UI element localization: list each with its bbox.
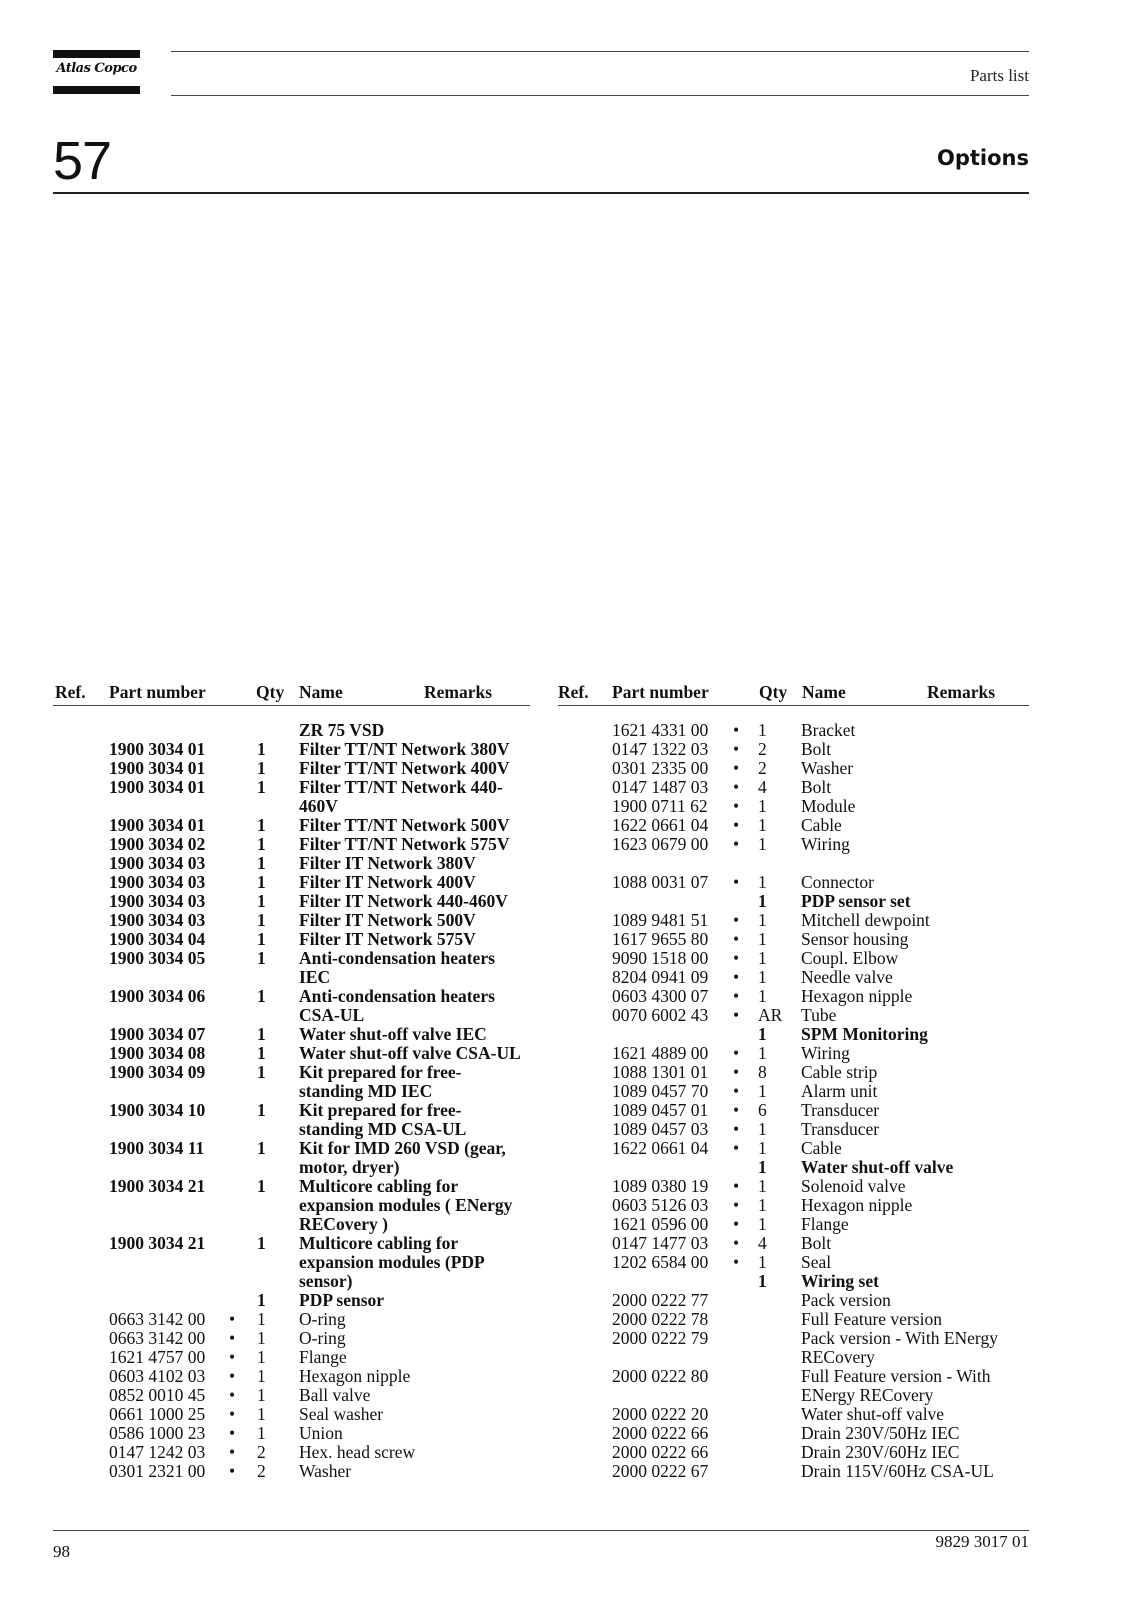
qty-cell: 1 [758, 1043, 767, 1063]
name-cell: RECovery [801, 1347, 875, 1367]
part-number-cell: 1621 0596 00 [612, 1214, 709, 1234]
name-cell: Filter TT/NT Network 380V [299, 739, 510, 759]
table-row [0, 930, 1131, 949]
part-number-cell: 1089 0457 70 [612, 1081, 709, 1101]
part-number-cell: 0301 2321 00 [109, 1461, 206, 1481]
table-row [0, 835, 1131, 854]
name-cell: 460V [299, 796, 338, 816]
name-cell: Filter TT/NT Network 575V [299, 834, 510, 854]
name-cell: Alarm unit [801, 1081, 878, 1101]
name-cell: Wiring set [801, 1271, 879, 1291]
name-cell: Bolt [801, 1233, 832, 1253]
table-row [0, 854, 1131, 873]
qty-cell: 1 [758, 967, 767, 987]
part-number-cell: 1900 3034 21 [109, 1233, 206, 1253]
part-number-cell: 0301 2335 00 [612, 758, 709, 778]
footer-rule [53, 1530, 1029, 1531]
table-row [0, 911, 1131, 930]
part-number-cell: 1089 0457 03 [612, 1119, 709, 1139]
bullet-cell: • [733, 1138, 740, 1158]
part-number-cell: 1088 0031 07 [612, 872, 709, 892]
table-row [0, 987, 1131, 1006]
name-cell: Anti-condensation heaters [299, 986, 495, 1006]
table-row [0, 1310, 1131, 1329]
name-cell: Drain 230V/60Hz IEC [801, 1442, 960, 1462]
name-cell: Full Feature version - With [801, 1366, 991, 1386]
part-number-cell: 1617 9655 80 [612, 929, 709, 949]
part-number-cell: 0661 1000 25 [109, 1404, 206, 1424]
part-number-cell: 0663 3142 00 [109, 1328, 206, 1348]
col-ref: Ref. [558, 682, 589, 702]
qty-cell: 1 [758, 1214, 767, 1234]
qty-cell: 1 [257, 1062, 266, 1082]
bullet-cell: • [733, 834, 740, 854]
qty-cell: 1 [758, 1252, 767, 1272]
part-number-cell: 0603 5126 03 [612, 1195, 709, 1215]
name-cell: Wiring [801, 1043, 850, 1063]
name-cell: O-ring [299, 1328, 346, 1348]
table-row [0, 873, 1131, 892]
qty-cell: AR [758, 1005, 783, 1025]
table-row [0, 1348, 1131, 1367]
bullet-cell: • [733, 872, 740, 892]
part-number-cell: 1900 3034 03 [109, 910, 206, 930]
name-cell: standing MD CSA-UL [299, 1119, 467, 1139]
qty-cell: 1 [758, 1081, 767, 1101]
bullet-cell: • [229, 1423, 236, 1443]
qty-cell: 1 [758, 796, 767, 816]
name-cell: Needle valve [801, 967, 893, 987]
logo-bar-bottom [53, 86, 140, 94]
table-row [0, 1120, 1131, 1139]
name-cell: Filter IT Network 400V [299, 872, 476, 892]
bullet-cell: • [733, 929, 740, 949]
part-number-cell: 1900 3034 03 [109, 891, 206, 911]
table-row [0, 1196, 1131, 1215]
part-number-cell: 2000 0222 80 [612, 1366, 709, 1386]
part-number-cell: 0070 6002 43 [612, 1005, 709, 1025]
qty-cell: 1 [257, 758, 266, 778]
qty-cell: 1 [257, 1100, 266, 1120]
qty-cell: 1 [257, 853, 266, 873]
table-row [0, 1405, 1131, 1424]
part-number-cell: 1900 3034 21 [109, 1176, 206, 1196]
qty-cell: 1 [758, 720, 767, 740]
part-number-cell: 1089 0380 19 [612, 1176, 709, 1196]
name-cell: CSA-UL [299, 1005, 365, 1025]
qty-cell: 1 [257, 1404, 266, 1424]
bullet-cell: • [733, 1214, 740, 1234]
logo-bar-top [53, 50, 140, 58]
part-number-cell: 0586 1000 23 [109, 1423, 206, 1443]
part-number-cell: 1089 0457 01 [612, 1100, 709, 1120]
part-number-cell: 2000 0222 66 [612, 1423, 709, 1443]
table-row [0, 1044, 1131, 1063]
name-cell: expansion modules ( ENergy [299, 1195, 513, 1215]
table-row [0, 1025, 1131, 1044]
part-number-cell: 1900 3034 11 [109, 1138, 205, 1158]
page-number: 98 [53, 1542, 70, 1561]
name-cell: Kit prepared for free- [299, 1062, 462, 1082]
name-cell: Filter IT Network 500V [299, 910, 476, 930]
name-cell: Pack version [801, 1290, 891, 1310]
col-qty: Qty [256, 682, 285, 702]
name-cell: expansion modules (PDP [299, 1252, 485, 1272]
name-cell: SPM Monitoring [801, 1024, 928, 1044]
bullet-cell: • [733, 796, 740, 816]
part-number-cell: 0603 4102 03 [109, 1366, 206, 1386]
part-number-cell: 0603 4300 07 [612, 986, 709, 1006]
qty-cell: 1 [257, 910, 266, 930]
part-number-cell: 1900 3034 06 [109, 986, 206, 1006]
document-number: 9829 3017 01 [935, 1532, 1029, 1551]
part-number-cell: 1900 3034 07 [109, 1024, 206, 1044]
part-number-cell: 2000 0222 20 [612, 1404, 709, 1424]
bullet-cell: • [229, 1309, 236, 1329]
bullet-cell: • [733, 1062, 740, 1082]
name-cell: RECovery ) [299, 1214, 388, 1234]
table-row [0, 1158, 1131, 1177]
table-row [0, 797, 1131, 816]
qty-cell: 4 [758, 777, 767, 797]
qty-cell: 1 [758, 872, 767, 892]
part-number-cell: 1900 3034 01 [109, 815, 206, 835]
name-cell: Water shut-off valve [801, 1157, 954, 1177]
chapter-number: 57 [53, 131, 112, 191]
part-number-cell: 1900 3034 08 [109, 1043, 206, 1063]
name-cell: O-ring [299, 1309, 346, 1329]
name-cell: Anti-condensation heaters [299, 948, 495, 968]
part-number-cell: 0147 1322 03 [612, 739, 709, 759]
name-cell: Bolt [801, 777, 832, 797]
table-row [0, 1234, 1131, 1253]
name-cell: Hexagon nipple [801, 986, 913, 1006]
name-cell: Filter TT/NT Network 440- [299, 777, 503, 797]
part-number-cell: 1900 3034 01 [109, 758, 206, 778]
name-cell: Tube [801, 1005, 837, 1025]
qty-cell: 1 [257, 1385, 266, 1405]
table-row [0, 1215, 1131, 1234]
right-header-rule [558, 705, 1029, 706]
qty-cell: 1 [758, 1157, 767, 1177]
col-part-number: Part number [109, 682, 206, 702]
name-cell: Transducer [801, 1100, 880, 1120]
qty-cell: 1 [758, 815, 767, 835]
bullet-cell: • [733, 758, 740, 778]
col-remarks: Remarks [927, 682, 996, 702]
qty-cell: 1 [257, 1347, 266, 1367]
table-row [0, 968, 1131, 987]
bullet-cell: • [733, 986, 740, 1006]
name-cell: Hexagon nipple [801, 1195, 913, 1215]
name-cell: Filter IT Network 440-460V [299, 891, 508, 911]
logo-text: Atlas Copco [56, 61, 137, 76]
bullet-cell: • [733, 910, 740, 930]
qty-cell: 1 [758, 948, 767, 968]
name-cell: Connector [801, 872, 874, 892]
qty-cell: 1 [257, 1328, 266, 1348]
bullet-cell: • [733, 720, 740, 740]
bullet-cell: • [733, 1119, 740, 1139]
qty-cell: 1 [257, 777, 266, 797]
name-cell: Cable [801, 1138, 842, 1158]
part-number-cell: 1900 3034 03 [109, 853, 206, 873]
name-cell: Water shut-off valve CSA-UL [299, 1043, 521, 1063]
qty-cell: 1 [758, 1195, 767, 1215]
name-cell: Filter TT/NT Network 400V [299, 758, 510, 778]
bullet-cell: • [733, 739, 740, 759]
qty-cell: 2 [257, 1442, 266, 1462]
name-cell: motor, dryer) [299, 1157, 400, 1177]
name-cell: Filter IT Network 575V [299, 929, 476, 949]
table-row [0, 759, 1131, 778]
qty-cell: 1 [257, 815, 266, 835]
name-cell: ZR 75 VSD [299, 720, 385, 740]
bullet-cell: • [229, 1404, 236, 1424]
table-row [0, 949, 1131, 968]
col-qty: Qty [759, 682, 788, 702]
part-number-cell: 0663 3142 00 [109, 1309, 206, 1329]
name-cell: Washer [801, 758, 854, 778]
name-cell: Drain 115V/60Hz CSA-UL [801, 1461, 994, 1481]
part-number-cell: 2000 0222 67 [612, 1461, 709, 1481]
col-part-number: Part number [612, 682, 709, 702]
bullet-cell: • [229, 1461, 236, 1481]
name-cell: Full Feature version [801, 1309, 942, 1329]
name-cell: Ball valve [299, 1385, 371, 1405]
qty-cell: 1 [257, 1366, 266, 1386]
qty-cell: 1 [257, 872, 266, 892]
table-row [0, 721, 1131, 740]
qty-cell: 6 [758, 1100, 767, 1120]
col-remarks: Remarks [424, 682, 493, 702]
name-cell: Hexagon nipple [299, 1366, 411, 1386]
part-number-cell: 1623 0679 00 [612, 834, 709, 854]
part-number-cell: 0147 1477 03 [612, 1233, 709, 1253]
name-cell: Seal washer [299, 1404, 384, 1424]
name-cell: Flange [801, 1214, 849, 1234]
right-parts-table [0, 721, 1131, 1481]
name-cell: Kit for IMD 260 VSD (gear, [299, 1138, 506, 1158]
part-number-cell: 1621 4757 00 [109, 1347, 206, 1367]
qty-cell: 1 [758, 1176, 767, 1196]
part-number-cell: 1202 6584 00 [612, 1252, 709, 1272]
qty-cell: 1 [257, 1043, 266, 1063]
part-number-cell: 1900 3034 04 [109, 929, 206, 949]
table-row [0, 1101, 1131, 1120]
name-cell: Bracket [801, 720, 856, 740]
name-cell: Bolt [801, 739, 832, 759]
qty-cell: 1 [758, 1024, 767, 1044]
table-row [0, 816, 1131, 835]
col-ref: Ref. [55, 682, 86, 702]
table-row [0, 1253, 1131, 1272]
part-number-cell: 1622 0661 04 [612, 815, 709, 835]
name-cell: Wiring [801, 834, 850, 854]
qty-cell: 4 [758, 1233, 767, 1253]
name-cell: PDP sensor [299, 1290, 385, 1310]
bullet-cell: • [733, 815, 740, 835]
part-number-cell: 1088 1301 01 [612, 1062, 709, 1082]
part-number-cell: 2000 0222 77 [612, 1290, 709, 1310]
col-name: Name [299, 682, 343, 702]
header-rule-top [171, 51, 1029, 52]
name-cell: Water shut-off valve IEC [299, 1024, 487, 1044]
qty-cell: 1 [257, 1233, 266, 1253]
bullet-cell: • [733, 1195, 740, 1215]
table-row [0, 1386, 1131, 1405]
name-cell: Flange [299, 1347, 347, 1367]
name-cell: Solenoid valve [801, 1176, 906, 1196]
qty-cell: 1 [758, 834, 767, 854]
part-number-cell: 1089 9481 51 [612, 910, 709, 930]
table-row [0, 1272, 1131, 1291]
part-number-cell: 1622 0661 04 [612, 1138, 709, 1158]
bullet-cell: • [733, 948, 740, 968]
bullet-cell: • [229, 1328, 236, 1348]
bullet-cell: • [733, 1233, 740, 1253]
name-cell: Filter TT/NT Network 500V [299, 815, 510, 835]
bullet-cell: • [733, 1100, 740, 1120]
part-number-cell: 1621 4889 00 [612, 1043, 709, 1063]
qty-cell: 1 [257, 1138, 266, 1158]
bullet-cell: • [733, 1176, 740, 1196]
name-cell: ENergy RECovery [801, 1385, 934, 1405]
table-row [0, 1424, 1131, 1443]
name-cell: Multicore cabling for [299, 1233, 459, 1253]
name-cell: Module [801, 796, 856, 816]
name-cell: Union [299, 1423, 343, 1443]
qty-cell: 1 [758, 1138, 767, 1158]
table-row [0, 1367, 1131, 1386]
qty-cell: 1 [758, 891, 767, 911]
bullet-cell: • [733, 1081, 740, 1101]
table-row [0, 1177, 1131, 1196]
qty-cell: 1 [758, 910, 767, 930]
qty-cell: 1 [758, 929, 767, 949]
bullet-cell: • [733, 967, 740, 987]
qty-cell: 1 [257, 1024, 266, 1044]
part-number-cell: 1900 0711 62 [612, 796, 708, 816]
part-number-cell: 0852 0010 45 [109, 1385, 206, 1405]
name-cell: Coupl. Elbow [801, 948, 899, 968]
name-cell: standing MD IEC [299, 1081, 433, 1101]
chapter-title: Options [937, 146, 1029, 170]
table-row [0, 740, 1131, 759]
part-number-cell: 1900 3034 05 [109, 948, 206, 968]
qty-cell: 1 [758, 986, 767, 1006]
chapter-rule [53, 192, 1029, 194]
qty-cell: 1 [257, 1423, 266, 1443]
part-number-cell: 0147 1242 03 [109, 1442, 206, 1462]
name-cell: Water shut-off valve [801, 1404, 945, 1424]
table-row [0, 1462, 1131, 1481]
atlas-copco-logo [53, 50, 140, 94]
name-cell: Hex. head screw [299, 1442, 416, 1462]
name-cell: Cable strip [801, 1062, 878, 1082]
bullet-cell: • [229, 1442, 236, 1462]
qty-cell: 1 [257, 929, 266, 949]
name-cell: Multicore cabling for [299, 1176, 459, 1196]
bullet-cell: • [733, 1252, 740, 1272]
qty-cell: 1 [758, 1119, 767, 1139]
qty-cell: 2 [758, 758, 767, 778]
qty-cell: 1 [257, 1176, 266, 1196]
name-cell: Filter IT Network 380V [299, 853, 476, 873]
bullet-cell: • [733, 1043, 740, 1063]
part-number-cell: 1900 3034 03 [109, 872, 206, 892]
bullet-cell: • [229, 1385, 236, 1405]
qty-cell: 8 [758, 1062, 767, 1082]
table-row [0, 1139, 1131, 1158]
part-number-cell: 1900 3034 10 [109, 1100, 206, 1120]
part-number-cell: 1621 4331 00 [612, 720, 709, 740]
bullet-cell: • [229, 1347, 236, 1367]
left-header-rule [53, 705, 530, 706]
qty-cell: 1 [257, 948, 266, 968]
table-row [0, 1082, 1131, 1101]
name-cell: sensor) [299, 1271, 353, 1291]
part-number-cell: 2000 0222 79 [612, 1328, 709, 1348]
table-row [0, 1291, 1131, 1310]
qty-cell: 1 [257, 1290, 266, 1310]
part-number-cell: 1900 3034 01 [109, 777, 206, 797]
name-cell: Transducer [801, 1119, 880, 1139]
part-number-cell: 1900 3034 01 [109, 739, 206, 759]
name-cell: Mitchell dewpoint [801, 910, 930, 930]
name-cell: Seal [801, 1252, 832, 1272]
bullet-cell: • [733, 777, 740, 797]
qty-cell: 2 [758, 739, 767, 759]
bullet-cell: • [733, 1005, 740, 1025]
name-cell: Pack version - With ENergy [801, 1328, 998, 1348]
part-number-cell: 9090 1518 00 [612, 948, 709, 968]
name-cell: Cable [801, 815, 842, 835]
doc-type: Parts list [969, 66, 1029, 85]
part-number-cell: 2000 0222 66 [612, 1442, 709, 1462]
part-number-cell: 2000 0222 78 [612, 1309, 709, 1329]
qty-cell: 1 [257, 1309, 266, 1329]
qty-cell: 1 [257, 739, 266, 759]
header-rule-bottom [171, 95, 1029, 96]
part-number-cell: 8204 0941 09 [612, 967, 709, 987]
part-number-cell: 1900 3034 09 [109, 1062, 206, 1082]
name-cell: Kit prepared for free- [299, 1100, 462, 1120]
bullet-cell: • [229, 1366, 236, 1386]
name-cell: Sensor housing [801, 929, 909, 949]
qty-cell: 1 [257, 891, 266, 911]
table-row [0, 1006, 1131, 1025]
part-number-cell: 0147 1487 03 [612, 777, 709, 797]
name-cell: Drain 230V/50Hz IEC [801, 1423, 960, 1443]
table-row [0, 1063, 1131, 1082]
qty-cell: 2 [257, 1461, 266, 1481]
part-number-cell: 1900 3034 02 [109, 834, 206, 854]
qty-cell: 1 [257, 834, 266, 854]
qty-cell: 1 [257, 986, 266, 1006]
table-row [0, 1329, 1131, 1348]
col-name: Name [802, 682, 846, 702]
table-row [0, 1443, 1131, 1462]
table-row [0, 778, 1131, 797]
name-cell: Washer [299, 1461, 352, 1481]
table-row [0, 892, 1131, 911]
qty-cell: 1 [758, 1271, 767, 1291]
name-cell: IEC [299, 967, 331, 987]
name-cell: PDP sensor set [801, 891, 911, 911]
